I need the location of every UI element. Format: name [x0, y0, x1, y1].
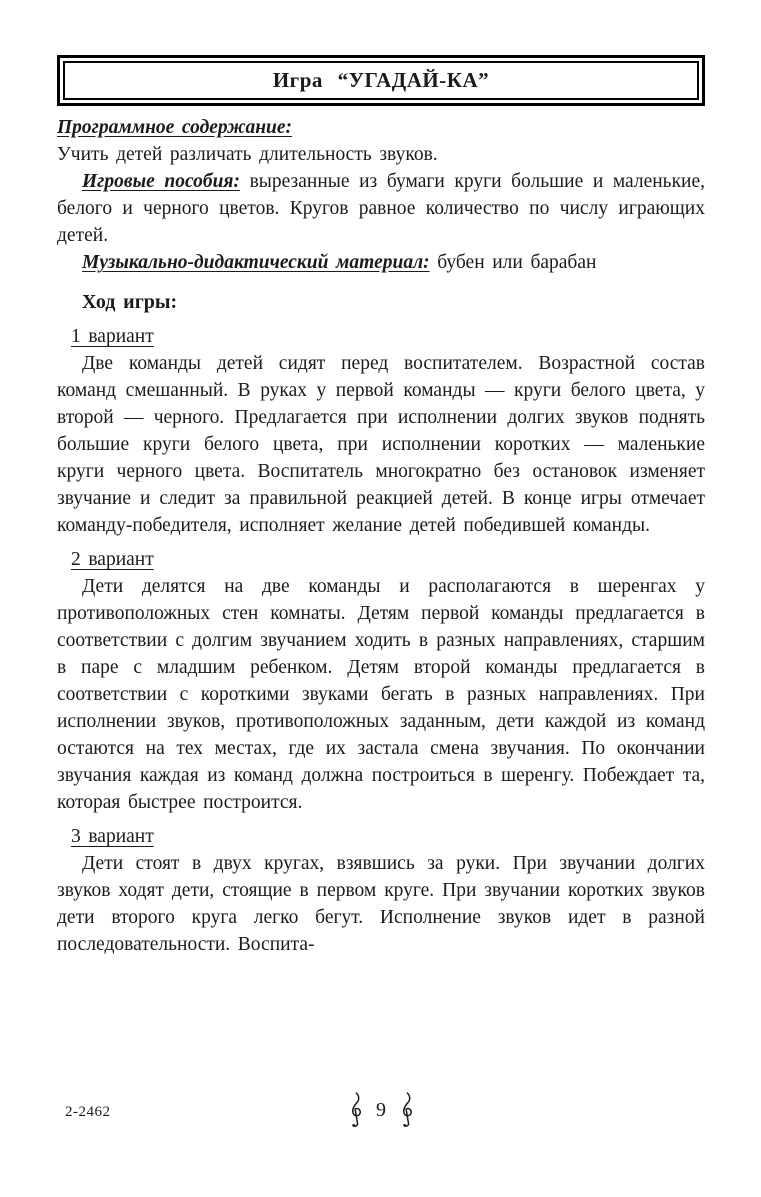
material-paragraph — [57, 249, 705, 276]
page-content — [57, 55, 705, 958]
variant-1-label: 1 вариант — [71, 326, 154, 347]
game-aids-text: вырезанные из бумаги круги большие и маленькие, белого и черного цветов. Кругов равное количество по числу играющих детей. — [57, 171, 706, 246]
game-aids-paragraph — [57, 168, 705, 249]
variant-2-text: Дети делятся на две команды и располагаются в шеренгах у противоположных стен комнаты. Детям первой команды предлагается в соответствии с долгим звучанием ходить в разных направлениях, старшим в паре с младшим ребенком. Детям второй команды предлагается в соответствии с короткими звуками бегать в разных направлениях. При исполнении звуков, противоположных заданным, дети каждой из команд остаются на тех местах, где их застала смена звучания. По окончании звучания каждая из команд должна построиться в шеренгу. Побеждает та, которая быстрее построится. — [57, 576, 705, 813]
program-content-heading — [57, 114, 705, 141]
variant-1-text: Две команды детей сидят перед воспитателем. Возрастной состав команд смешанный. В руках у первой команды — круги белого цвета, у второй — черного. Предлагается при исполнении долгих звуков поднять большие круги белого цвета, при исполнении коротких — маленькие круги черного цвета. Воспитатель многократно без остановок изменяет звучание и следит за правильной реакцией детей. В конце игры отмечает команду-победителя, исполняет желание детей победившей команды. — [57, 353, 705, 536]
variant-3-heading — [57, 823, 705, 850]
game-aids-label: Игровые пособия: — [82, 171, 240, 192]
page-number-group — [57, 1090, 705, 1130]
game-title-box — [57, 55, 705, 106]
print-signature: 2-2462 — [65, 1104, 111, 1120]
program-content-label: Программное содержание: — [57, 117, 293, 138]
page-number: 9 — [376, 1099, 386, 1121]
variant-1-heading — [57, 323, 705, 350]
variant-3-text: Дети стоят в двух кругах, взявшись за руки. При звучании долгих звуков ходят дети, стоящие в первом круге. При звучании коротких звуков дети второго круга легко бегут. Исполнение звуков идет в разной последовательности. Воспита- — [57, 853, 705, 955]
program-content-text: Учить детей различать длительность звуков. — [57, 144, 438, 165]
treble-clef-icon — [348, 1091, 363, 1129]
course-heading: Ход игры: — [82, 291, 178, 313]
material-text: бубен или барабан — [437, 252, 597, 273]
page-title: Игра “УГАДАЙ-КА” — [272, 68, 490, 92]
treble-clef-icon — [399, 1091, 414, 1129]
variant-3-label: 3 вариант — [71, 826, 154, 847]
variant-2-label: 2 вариант — [71, 549, 154, 570]
page-footer — [57, 1088, 705, 1134]
game-title-inner-frame — [63, 61, 699, 100]
material-label: Музыкально-дидактический материал: — [82, 252, 430, 273]
variant-2-heading — [57, 546, 705, 573]
